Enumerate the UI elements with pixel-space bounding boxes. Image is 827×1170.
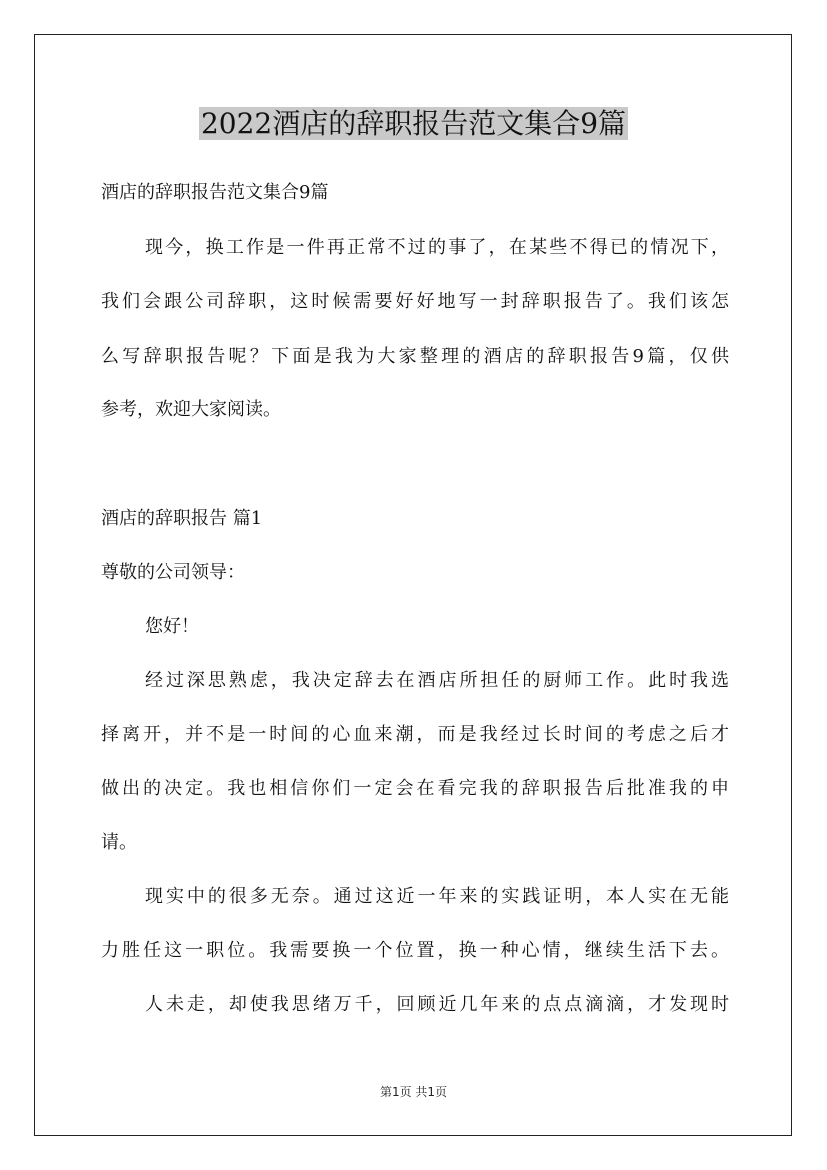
document-title bbox=[0, 104, 827, 144]
document-title-text: 2022酒店的辞职报告范文集合9篇 bbox=[200, 107, 627, 140]
section-heading: 酒店的辞职报告 篇1 bbox=[101, 508, 263, 529]
paragraph1-line-1: 经过深思熟虑，我决定辞去在酒店所担任的厨师工作。此时我选 bbox=[145, 670, 729, 691]
intro-line-1: 现今，换工作是一件再正常不过的事了，在某些不得已的情况下， bbox=[145, 237, 729, 258]
paragraph1-line-3: 做出的决定。我也相信你们一定会在看完我的辞职报告后批准我的申 bbox=[101, 778, 729, 799]
paragraph1-line-4: 请。 bbox=[101, 832, 137, 853]
paragraph3-line-1: 人未走，却使我思绪万千，回顾近几年来的点点滴滴，才发现时 bbox=[145, 994, 729, 1015]
page-footer: 第1页 共1页 bbox=[379, 1085, 448, 1099]
greeting: 您好！ bbox=[145, 616, 199, 637]
intro-line-3: 么写辞职报告呢？下面是我为大家整理的酒店的辞职报告9篇，仅供 bbox=[101, 346, 729, 367]
salutation: 尊敬的公司领导： bbox=[101, 562, 245, 583]
intro-line-2: 我们会跟公司辞职，这时候需要好好地写一封辞职报告了。我们该怎 bbox=[101, 291, 729, 312]
paragraph1-line-2: 择离开，并不是一时间的心血来潮，而是我经过长时间的考虑之后才 bbox=[101, 724, 729, 745]
document-subtitle: 酒店的辞职报告范文集合9篇 bbox=[101, 182, 329, 203]
intro-line-4: 参考，欢迎大家阅读。 bbox=[101, 399, 281, 420]
paragraph2-line-1: 现实中的很多无奈。通过这近一年来的实践证明，本人实在无能 bbox=[145, 886, 729, 907]
paragraph2-line-2: 力胜任这一职位。我需要换一个位置，换一种心情，继续生活下去。 bbox=[101, 940, 729, 961]
